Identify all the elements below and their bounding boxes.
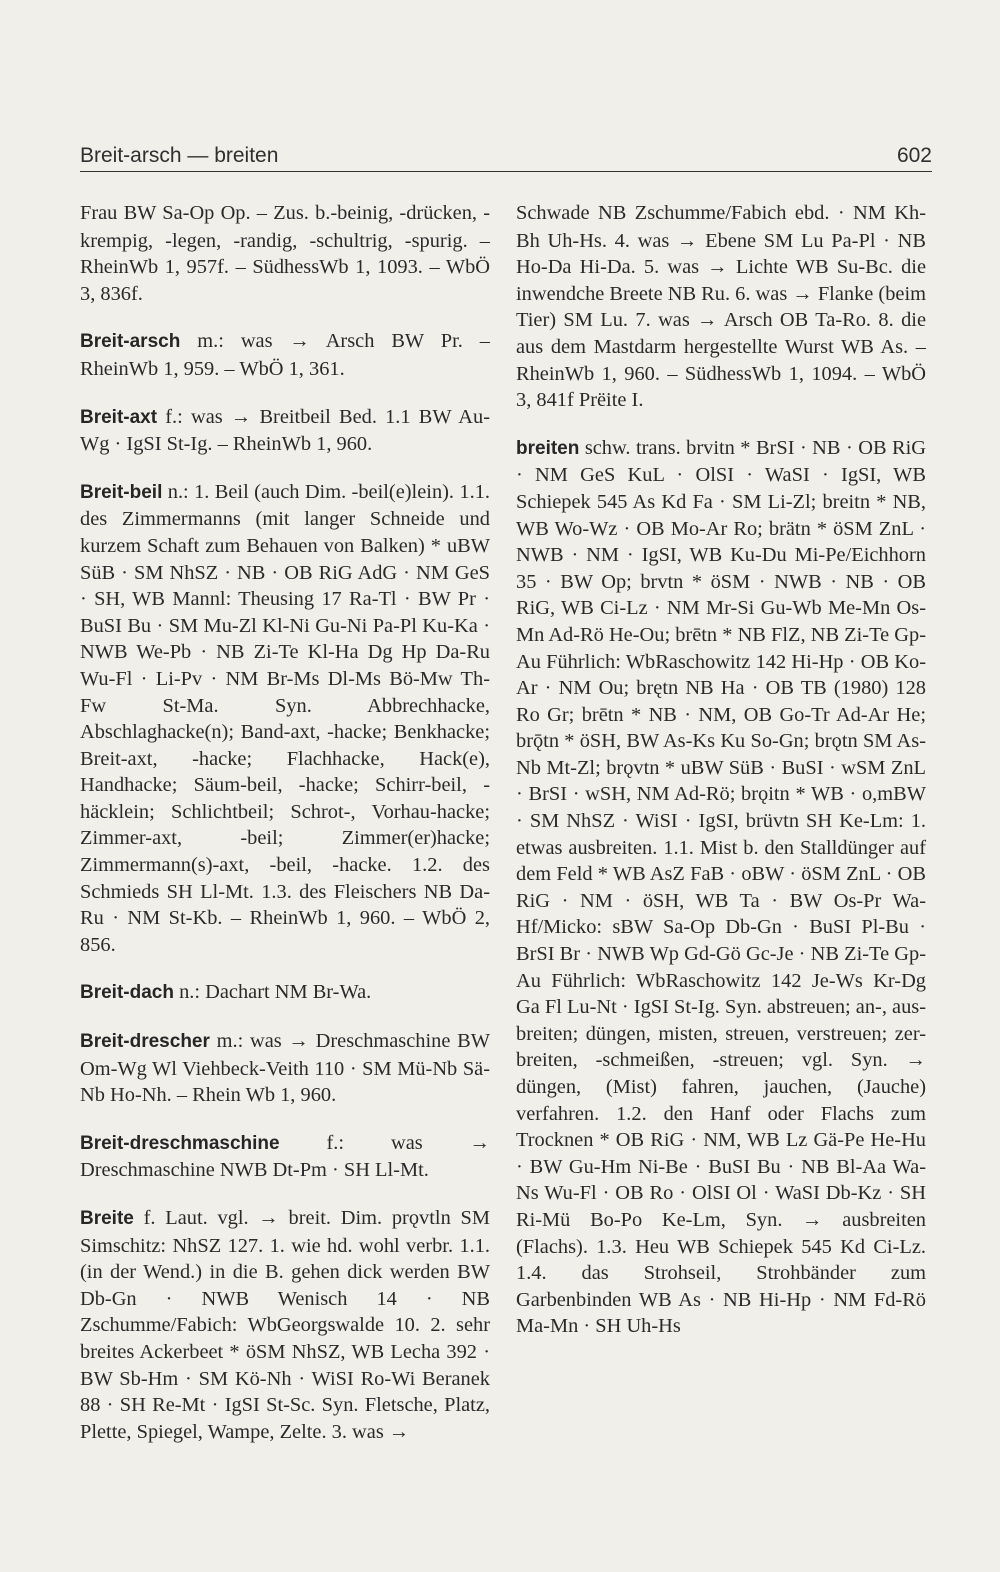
entry-text: Frau BW Sa-Op Op. – Zus. b.-beinig, -drücken, -krempig, -legen, -randig, -schultrig, -spurig. – RheinWb 1, 957f. – SüdhessWb 1, 1093. – WbÖ 3, 836f. — [80, 202, 490, 305]
entry-text: f.: was → Dreschmaschine NWB Dt-Pm · SH Ll-Mt. — [80, 1131, 490, 1182]
header-rule — [80, 171, 932, 172]
dictionary-entry — [80, 979, 490, 1007]
right-column — [516, 200, 926, 1361]
entry-headword: Breit-axt — [80, 406, 158, 428]
entry-text: n.: 1. Beil (auch Dim. -beil(e)lein). 1.1. des Zimmermanns (mit langer Schneide und kurzem Schaft zum Behauen von Balken) * uBW SüB · SM NhSZ · NB · OB RiG AdG · NM GeS · SH, WB Mannl: Theusing 17 Ra-Tl · BW Pr · BuSI Bu · SM Mu-Zl Kl-Ni Gu-Ni Pa-Pl Ku-Ka · NWB We-Pb · NB Zi-Te Kl-Ha Dg Hp Da-Ru Wu-Fl · Li-Pv · NM Br-Ms Dl-Ms Bö-Mw Th-Fw St-Ma. Syn. Abbrechhacke, Abschlaghacke(n); Band-axt, -hacke; Benkhacke; Breit-axt, -hacke; Flachhacke, Hack(e), Handhacke; Säum-beil, -hacke; Schirr-beil, -häcklein; Schlichtbeil; Schrot-, Vorhau-hacke; Zimmer-axt, -beil; Zimmer(er)hacke; Zimmermann(s)-axt, -beil, -hacke. 1.2. des Schmieds SH Ll-Mt. 1.3. des Fleischers NB Da-Ru · NM St-Kb. – RheinWb 1, 960. – WbÖ 2, 856. — [80, 480, 490, 956]
entry-headword: breiten — [516, 437, 580, 459]
dictionary-entry — [80, 479, 490, 959]
entry-text: n.: Dachart NM Br-Wa. — [173, 981, 372, 1004]
entry-text: f.: was → Breitbeil Bed. 1.1 BW Au-Wg · IgSI St-Ig. – RheinWb 1, 960. — [80, 405, 490, 456]
entry-headword: Breite — [80, 1208, 134, 1229]
entry-headword: Breit-drescher — [80, 1031, 210, 1053]
dictionary-entry — [80, 328, 490, 382]
dictionary-entry — [516, 435, 926, 1340]
dictionary-entry — [80, 200, 490, 307]
page-number: 602 — [896, 144, 932, 167]
entry-text: m.: was → Dreschmaschine BW Om-Wg Wl Viehbeck-Veith 110 · SM Mü-Nb Sä-Nb Ho-Nh. – Rhein Wb 1, 960. — [80, 1030, 490, 1107]
entry-text: Schwade NB Zschumme/Fabich ebd. · NM Kh-Bh Uh-Hs. 4. was → Ebene SM Lu Pa-Pl · NB Ho-Da Hi-Da. 5. was → Lichte WB Su-Bc. die inwendche Breete NB Ru. 6. was → Flanke (beim Tier) SM Lu. 7. was → Arsch OB Ta-Ro. 8. die aus dem Mastdarm hergestellte Wurst WB As. – RheinWb 1, 960. – SüdhessWb 1, 1094. – WbÖ 3, 841f Prëite I. — [516, 202, 926, 412]
entry-text: m.: was → Arsch BW Pr. – RheinWb 1, 959. – WbÖ 1, 361. — [80, 330, 490, 380]
entry-text: f. Laut. vgl. → breit. Dim. prǫvtln SM Simschitz: NhSZ 127. 1. wie hd. wohl verbr. 1.1. (in der Wend.) in die B. gehen dick werden BW Db-Gn · NWB Wenisch 14 · NB Zschumme/Fabich: WbGeorgswalde 10. 2. sehr breites Ackerbeet * öSM NhSZ, WB Lecha 392 · BW Sb-Hm · SM Kö-Nh · WiSI Ro-Wi Beranek 88 · SH Re-Mt · IgSI St-Sc. Syn. Fletsche, Platz, Plette, Spiegel, Wampe, Zelte. 3. was → — [80, 1207, 490, 1443]
running-head: Breit-arsch — breiten — [80, 144, 279, 167]
entry-headword: Breit-beil — [80, 481, 163, 503]
entry-headword: Breit-dreschmaschine — [80, 1132, 280, 1154]
entry-headword: Breit-dach — [80, 982, 174, 1004]
dictionary-entry — [80, 1205, 490, 1445]
entry-headword: Breit-arsch — [80, 331, 181, 353]
dictionary-entry — [516, 200, 926, 414]
entry-text: schw. trans. brvitn * BrSI · NB · OB RiG · NM GeS KuL · OlSI · WaSI · IgSI, WB Schiepek 545 As Kd Fa · SM Li-Zl; breitn * NB, WB Wo-Wz · OB Mo-Ar Ro; brätn * öSM ZnL · NWB · NM · IgSI, WB Ku-Du Mi-Pe/Eichhorn 35 · BW Op; brvtn * öSM · NWB · NB · OB RiG, WB Ci-Lz · NM Mr-Si Gu-Wb Me-Mn Os-Mn Ad-Rö He-Ou; brētn * NB FlZ, NB Zi-Te Gp-Au Führlich: WbRaschowitz 142 Hi-Hp · OB Ko-Ar · NM Ou; brętn NB Ha · OB TB (1980) 128 Ro Gr; brētn * NB · NM, OB Go-Tr Ad-Ar He; brǭtn * öSH, BW As-Ks Ku So-Gn; brǫtn SM As-Nb Mt-Zl; brǫvtn * uBW SüB · BuSI · wSM ZnL · BrSI · wSH, NM Ad-Rö; brǫitn * WB · o,mBW · SM NhSZ · WiSI · IgSI, brüvtn SH Ke-Lm: 1. etwas ausbreiten. 1.1. Mist b. den Stalldünger auf dem Feld * WB AsZ FaB · oBW · öSM ZnL · OB RiG · NM · öSH, WB Ta · BW Os-Pr Wa-Hf/Micko: sBW Sa-Op Db-Gn · BuSI Pl-Bu · BrSI Br · NWB Wp Gd-Gö Gc-Je · NB Zi-Te Gp-Au Führlich: WbRaschowitz 142 Je-Ws Kr-Dg Ga Fl Lu-Nt · IgSI St-Ig. Syn. abstreuen; an-, aus-breiten; düngen, misten, streuen, verstreuen; zer-breiten, -schmeißen, -streuen; vgl. Syn. → düngen, (Mist) fahren, jauchen, (Jauche) verfahren. 1.2. den Hanf oder Flachs zum Trocknen * OB RiG · NM, WB Lz Gä-Pe He-Hu · BW Gu-Hm Ni-Be · BuSI Bu · NB Bl-Aa Wa-Ns Wu-Fl · OB Ro · OlSI Ol · WaSI Db-Kz · SH Ri-Mü Bo-Po Ke-Lm, Syn. → ausbreiten (Flachs). 1.3. Heu WB Schiepek 545 Kd Ci-Lz. 1.4. das Strohseil, Strohbänder zum Garbenbinden WB As · NB Hi-Hp · NM Fd-Rö Ma-Mn · SH Uh-Hs — [516, 436, 927, 1338]
dictionary-entry — [80, 1130, 490, 1184]
left-column — [80, 200, 490, 1466]
dictionary-entry — [80, 1028, 490, 1109]
dictionary-entry — [80, 404, 490, 458]
